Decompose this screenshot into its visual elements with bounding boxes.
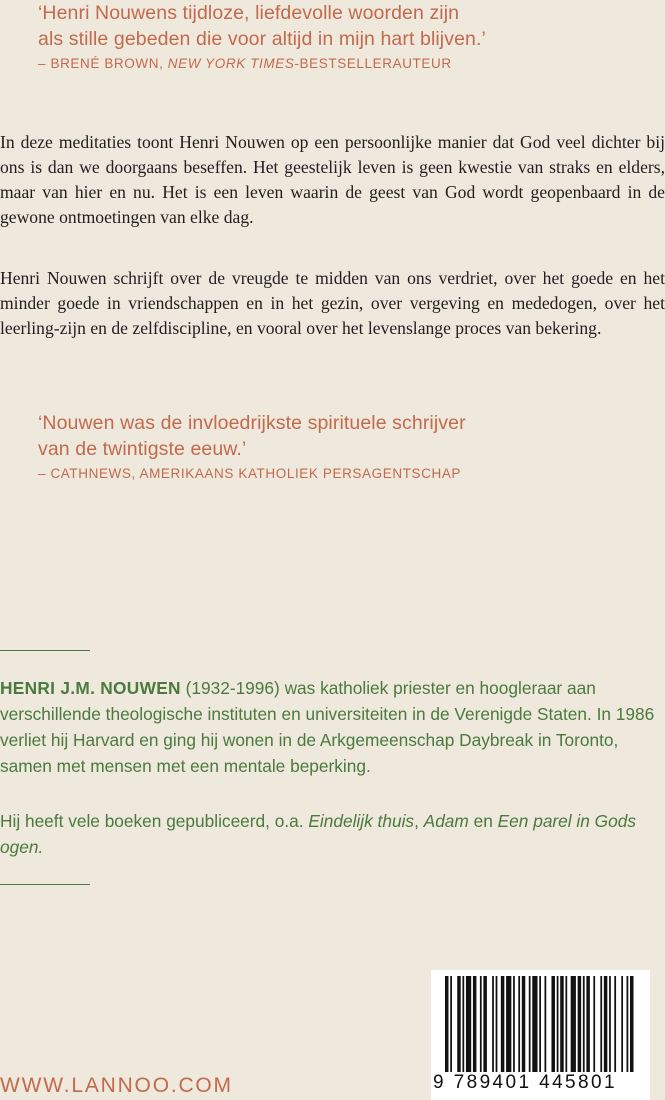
barcode-bar <box>466 976 471 1072</box>
quote-top-source-prefix: – BRENÉ BROWN, <box>38 56 168 71</box>
barcode-bar <box>513 976 515 1072</box>
quote-top-source <box>38 56 638 71</box>
barcode-bar <box>560 976 563 1072</box>
quote-top-source-publication: NEW YORK TIMES <box>167 56 295 71</box>
barcode-bar <box>501 976 504 1072</box>
barcode-bar <box>483 976 486 1072</box>
isbn-number: 9 789401 445801 <box>433 1072 617 1093</box>
quote-middle-line-2: van de twintigste eeuw.’ <box>38 438 247 460</box>
book-title-2: Adam <box>423 811 469 831</box>
barcode-bar <box>522 976 525 1072</box>
barcode-bar <box>630 976 633 1072</box>
barcode-bar <box>586 976 589 1072</box>
quote-top-text <box>38 0 638 52</box>
quote-top-line-1: ‘Henri Nouwens tijdloze, liefdevolle woorden zijn <box>38 2 460 24</box>
quote-middle-text <box>38 410 638 462</box>
book-title-3: Een parel in Gods ogen. <box>0 811 636 857</box>
barcode-bar <box>627 976 629 1072</box>
books-prefix: Hij heeft vele boeken gepubliceerd, o.a. <box>0 811 309 831</box>
barcode-bar <box>614 976 616 1072</box>
books-separator-2: en <box>468 811 498 831</box>
description-paragraph-1: In deze meditaties toont Henri Nouwen op een persoonlijke manier dat God veel dichter bij ons is dan we doorgaans beseffen. Het geestelijk leven is geen kwestie van straks en elders, maar van hier en nu. Het is een leven waarin de geest van God wordt geopenbaard in de gewone ontmoetingen van elke dag. <box>0 132 665 227</box>
quote-middle <box>38 410 638 481</box>
barcode-bars <box>445 976 637 1072</box>
barcode-bar <box>457 976 460 1072</box>
barcode-bar <box>593 976 595 1072</box>
barcode-bar <box>557 976 559 1072</box>
book-title-1: Eindelijk thuis <box>308 811 415 831</box>
barcode-bar <box>600 976 602 1072</box>
barcode-bar <box>462 976 464 1072</box>
barcode-bar <box>492 976 494 1072</box>
quote-top-line-2: als stille gebeden die voor altijd in mijn hart blijven.’ <box>38 28 486 50</box>
barcode-bar <box>539 976 541 1072</box>
barcode-bar <box>578 976 581 1072</box>
barcode-bar <box>551 976 554 1072</box>
barcode-bar <box>473 976 476 1072</box>
quote-middle-source: – CATHNEWS, AMERIKAANS KATHOLIEK PERSAGENTSCHAP <box>38 466 462 481</box>
author-bio <box>0 675 660 779</box>
quote-top <box>38 0 638 71</box>
description-paragraph-2: Henri Nouwen schrijft over de vreugde te midden van ons verdriet, over het goede en het minder goede in vriendschappen en in het gezin, over vergeving en mededogen, over het leerling-zijn en de zelfdiscipline, en vooral over het levenslange proces van bekering. <box>0 268 665 338</box>
barcode-bar <box>518 976 520 1072</box>
barcode-bar <box>450 976 452 1072</box>
barcode-bar <box>609 976 611 1072</box>
divider-top <box>0 650 90 651</box>
books-separator-1: , <box>414 811 424 831</box>
author-bio-text: (1932-1996) was katholiek priester en hoogleraar aan verschillende theologische instituten en universiteiten in de Verenigde Staten. In 1986 verliet hij Harvard en ging hij wonen in de Arkgemeenschap Daybreak in Toronto, samen met mensen met een mentale beperking. <box>0 678 655 776</box>
publisher-website[interactable]: WWW.LANNOO.COM <box>0 1074 233 1097</box>
barcode-bar <box>445 976 448 1072</box>
author-name: HENRI J.M. NOUWEN <box>0 678 181 698</box>
barcode-bar <box>532 976 537 1072</box>
divider-bottom <box>0 884 90 885</box>
barcode-bar <box>480 976 482 1072</box>
isbn-barcode <box>431 970 650 1100</box>
barcode-bar <box>604 976 607 1072</box>
quote-middle-line-1: ‘Nouwen was de invloedrijkste spirituele schrijver <box>38 412 466 434</box>
barcode-bar <box>571 976 576 1072</box>
author-books <box>0 808 660 860</box>
quote-top-source-suffix: -BESTSELLERAUTEUR <box>294 56 452 71</box>
barcode-bar <box>496 976 498 1072</box>
barcode-bar <box>565 976 567 1072</box>
barcode-bar <box>529 976 531 1072</box>
barcode-bar <box>621 976 623 1072</box>
barcode-bar <box>506 976 511 1072</box>
barcode-bar <box>544 976 546 1072</box>
barcode-bar <box>583 976 585 1072</box>
